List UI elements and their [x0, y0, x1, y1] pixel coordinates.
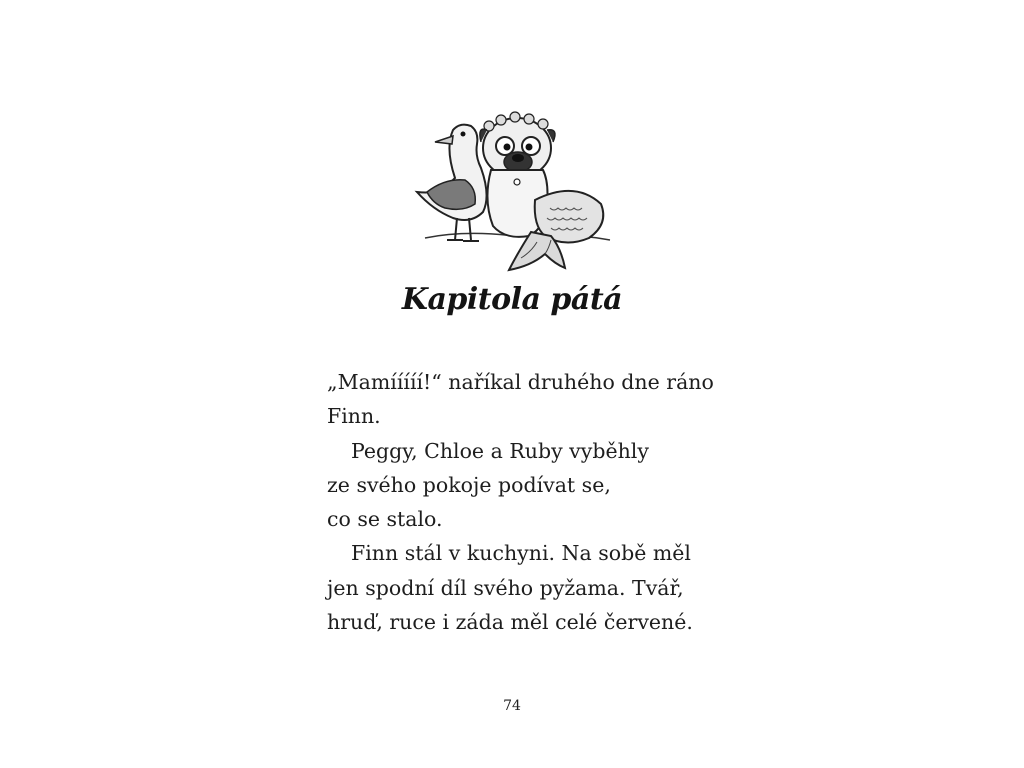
text-line: co se stalo.	[327, 507, 443, 532]
page-number: 74	[503, 698, 521, 714]
text-line: hruď, ruce i záda měl celé červené.	[327, 610, 693, 635]
text-line: ze svého pokoje podívat se,	[327, 472, 611, 497]
chapter-title: Kapitola pátá	[401, 282, 623, 317]
chapter-body-text	[327, 365, 727, 639]
text-line: Finn stál v kuchyni. Na sobě měl	[351, 541, 691, 566]
text-line: Finn.	[327, 404, 381, 429]
text-line: Peggy, Chloe a Ruby vyběhly	[351, 438, 649, 463]
seagull-and-pug-mermaid-icon	[405, 108, 620, 276]
text-line: jen spodní díl svého pyžama. Tvář,	[327, 575, 684, 600]
text-line: „Mamííííí!“ naříkal druhého dne ráno	[327, 370, 714, 394]
